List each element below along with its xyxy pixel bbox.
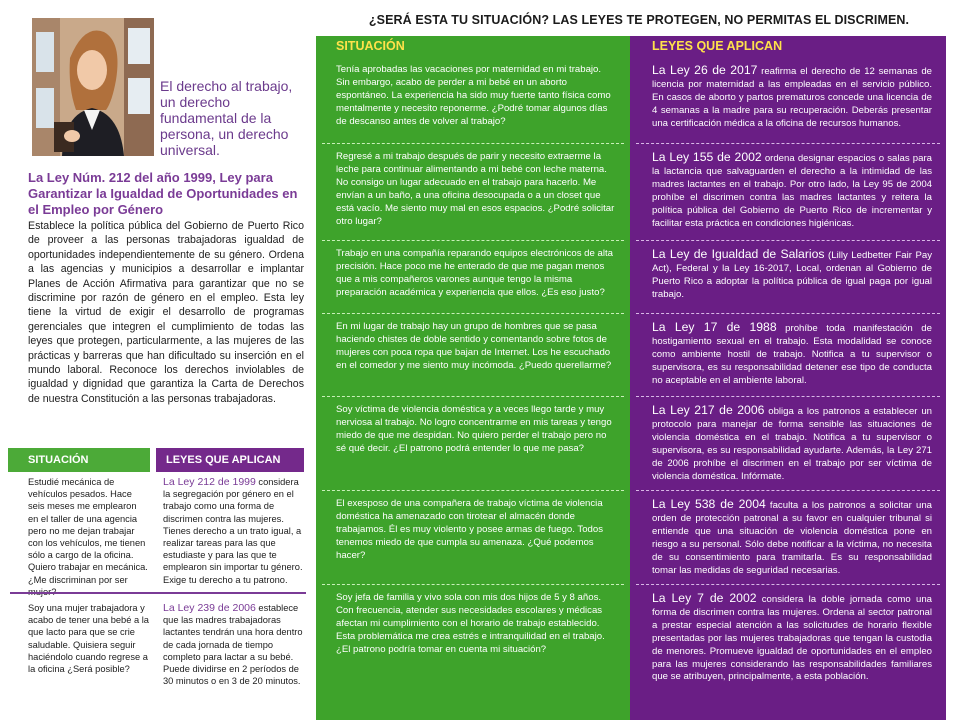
situacion-row-6: El exesposo de una compañera de trabajo víctima de violencia doméstica ha amenazado con tirotear el almacén donde trabajamos. Él es muy violento y posee armas de fuego. Todos tenemos miedo de que cumpla su amenaza. ¿Qué podemos hacer? bbox=[336, 498, 603, 561]
divider bbox=[322, 396, 624, 397]
divider bbox=[10, 592, 306, 594]
left-leyes-header: LEYES QUE APLICAN bbox=[156, 448, 304, 472]
law-name: La Ley de Igualdad de Salarios bbox=[652, 247, 825, 261]
law-name: La Ley 7 de 2002 bbox=[652, 591, 757, 605]
left-situacion-header: SITUACIÓN bbox=[8, 448, 150, 472]
divider bbox=[322, 143, 624, 144]
page-title: ¿SERÁ ESTA TU SITUACIÓN? LAS LEYES TE PROTEGEN, NO PERMITAS EL DISCRIMEN. bbox=[368, 13, 910, 27]
situacion-row-3: Trabajo en una compañía reparando equipos electrónicos de alta precisión. Hace poco me he enterado de que me pagan menos que a mis compañeros varones aunque tengo la misma preparación académica y experiencia que ellos. ¿Es eso justo? bbox=[336, 248, 613, 298]
leyes-header: LEYES QUE APLICAN bbox=[652, 39, 783, 53]
divider bbox=[636, 313, 940, 314]
left-situacion-1: Estudié mecánica de vehículos pesados. Hace seis meses me emplearon en el taller de una agencia pero no me dejan trabajar con los vehículos, me tienen sólo a cargo de la oficina. Quiero trabajar en mecánica. ¿Me discriminan por ser bbox=[28, 477, 148, 585]
law-name: La Ley 26 de 2017 bbox=[652, 63, 758, 77]
law-text: ordena designar espacios o salas para la lactancia que salvaguarden el derecho a la intimidad de las madres lactantes en el trabajo. Por otro lado, la Ley 95 de 2004 prohíbe el discrimen contra las madres lactantes y reitera la política pública del Gobierno de Puerto Rico de incrementar y facilitar esta práctica en condiciones higiénicas. bbox=[652, 153, 932, 229]
divider bbox=[636, 396, 940, 397]
ley-row-4 bbox=[630, 315, 946, 395]
divider bbox=[636, 240, 940, 241]
woman-photo bbox=[32, 18, 154, 156]
divider bbox=[322, 313, 624, 314]
situacion-row-4: En mi lugar de trabajo hay un grupo de hombres que se pasa haciendo chistes de doble sentido y comentando sobre fotos de mujeres con poca ropa que bajan de Internet. Los he escuchado en el comedor y me siento muy incómoda. ¿Puedo querellarme? bbox=[336, 321, 612, 371]
ley-row-2 bbox=[630, 145, 946, 239]
left-situacion-2: Soy una mujer trabajadora y acabo de tener una bebé a la que lacto para que se crie saludable. Quisiera seguir haciéndolo cuando regrese a la oficina ¿Será posible? bbox=[28, 603, 149, 675]
law-name: La Ley 212 de 1999 bbox=[163, 476, 256, 488]
law-212-description: Establece la política pública del Gobierno de Puerto Rico de proveer a las personas trabajadoras igualdad de oportunidades independientemente de su género. Ordena a las agencias y municipios a desarrollar e implantar Planes de Acción Afirmativa para garantizar que no se discrimine por razón de género en el empleo. Esta ley tiene la virtud de exigir el desarrollo de programas gerenciales que integren el cumplimiento de todas las leyes que protegen, particularmente, a las mujeres de las prácticas y barreras que han dificultado su inserción en el mundo laboral. Reconoce los derechos inviolables de igualdad y dignidad que garantiza la Carta de Derechos de nuestra Constitución a las personas trabajadoras. bbox=[28, 220, 304, 405]
ley-row-1 bbox=[630, 58, 946, 142]
divider bbox=[636, 490, 940, 491]
left-panel bbox=[0, 0, 315, 720]
divider bbox=[322, 240, 624, 241]
law-name: La Ley 538 de 2004 bbox=[652, 497, 766, 511]
divider bbox=[636, 584, 940, 585]
intro-quote: El derecho al trabajo, un derecho fundamental de la persona, un derecho universal. bbox=[160, 78, 293, 158]
law-text: faculta a los patronos a solicitar una orden de protección patronal a su favor en cualquier tribunal si entiende que una situación de violencia doméstica pone en riesgo a su personal. Sólo debe notificar a la víctima, no necesita de su consentimiento para tramitarla. Es su responsabilidad tomar las medidas de seguridad necesarias. bbox=[652, 500, 932, 576]
situacion-row-2: Regresé a mi trabajo después de parir y necesito extraerme la leche para continuar alimentando a mi bebé con leche materna. No consigo un lugar adecuado en el trabajo para hacerlo. Me envían a un baño, a una oficina desocupada o a un closet que está vacío. Me siento muy mal en esos espacios. ¿Podré solicitar otro lugar? bbox=[336, 151, 615, 227]
law-name: La Ley 239 de 2006 bbox=[163, 602, 256, 614]
law-text: considera la segregación por género en el trabajo como una forma de discrimen contra las mujeres. Tienes derecho a un trato igual, a realizar tareas para las que estudiaste y para las que te emplearon sin importar tu género. Exige tu derecho a tu patrono. bbox=[163, 477, 303, 585]
left-ley-2 bbox=[163, 602, 303, 687]
divider bbox=[322, 584, 624, 585]
law-text: obliga a los patronos a establecer un protocolo para manejar de forma sensible las situaciones de violencia doméstica en el trabajo. Notifica a tu supervisor o supervisora, es su responsabilidad ayudarte. Además, la Ley 271 de 2006 prohíbe el discrimen en el trabajo por ser víctima de violencia doméstica. Infórmate. bbox=[652, 406, 932, 482]
law-text: prohíbe toda manifestación de hostigamiento sexual en el trabajo. Esta modalidad se conoce como ambiente hostil de trabajo. Notifica a tu supervisor o supervisora, es su responsabilidad detener ese tipo de conducta no aceptable en el ambiente laboral. bbox=[652, 323, 932, 386]
situacion-row-1: Tenía aprobadas las vacaciones por maternidad en mi trabajo. Sin embargo, acabo de perder a mi bebé en un aborto espontáneo. La experiencia ha sido muy fuerte tanto física como mentalmente y necesito reponerme. ¿Podré tomar algunos días de descanso antes de volver al trabajo? bbox=[336, 64, 611, 127]
situacion-header: SITUACIÓN bbox=[336, 39, 405, 53]
law-name: La Ley 155 de 2002 bbox=[652, 150, 762, 164]
ley-row-6 bbox=[630, 492, 946, 584]
law-text: (Lilly Ledbetter Fair Pay Act), Federal y la Ley 16-2017, Local, ordenan al Gobierno de Puerto Rico a adoptar la política pública de igual paga por igual trabajo. bbox=[652, 250, 933, 300]
law-212-title: La Ley Núm. 212 del año 1999, Ley para Garantizar la Igualdad de Oportunidades en el Empleo por Género bbox=[28, 170, 298, 217]
divider bbox=[636, 143, 940, 144]
law-text: establece que las madres trabajadoras lactantes tendrán una hora dentro de cada jornada de tiempo completo para lactar a su bebé. Puede dividirse en 2 períodos de 30 minutos o en 3 de 20 minutos. bbox=[163, 603, 303, 687]
ley-row-3 bbox=[630, 242, 946, 312]
law-text: reafirma el derecho de 12 semanas de licencia por maternidad a las empleadas en el servicio público. En casos de aborto y partos prematuros concede una licencia de 4 semanas a la madre para su recuperación. Deberás presentar una certificación médica a la oficina de recursos humanos. bbox=[652, 66, 932, 129]
divider bbox=[322, 490, 624, 491]
ley-row-5 bbox=[630, 398, 946, 490]
left-ley-1 bbox=[163, 476, 303, 586]
situacion-row-7: Soy jefa de familia y vivo sola con mis dos hijos de 5 y 8 años. Con frecuencia, atender sus necesidades escolares y médicas afectan mi cumplimiento con el horario de trabajo establecido. Esta problemática me crea estrés e intranquilidad en el trabajo. ¿El patrono podría tomar en cuenta mi situación? bbox=[336, 592, 605, 655]
law-text: considera la doble jornada como una forma de discrimen contra las mujeres. Ordena al sector patronal a prestar especial atención a las solicitudes de horario flexible presentadas por las mujeres trabajadoras que tengan la custodia de menores. Promueve igualdad de oportunidades en el empleo para las mujeres considerando las responsabilidades familiares que se atribuyen, principalmente, a esta población. bbox=[652, 594, 932, 683]
situacion-row-5: Soy víctima de violencia doméstica y a veces llego tarde y muy nerviosa al trabajo. No logro concentrarme en mis tareas y tengo miedo de que me despidan. No quiero perder el trabajo pero no sé qué decir. ¿El patrono podrá entender lo que me pasa? bbox=[336, 404, 612, 454]
law-name: La Ley 17 de 1988 bbox=[652, 320, 777, 334]
ley-row-7 bbox=[630, 586, 946, 710]
law-name: La Ley 217 de 2006 bbox=[652, 403, 765, 417]
